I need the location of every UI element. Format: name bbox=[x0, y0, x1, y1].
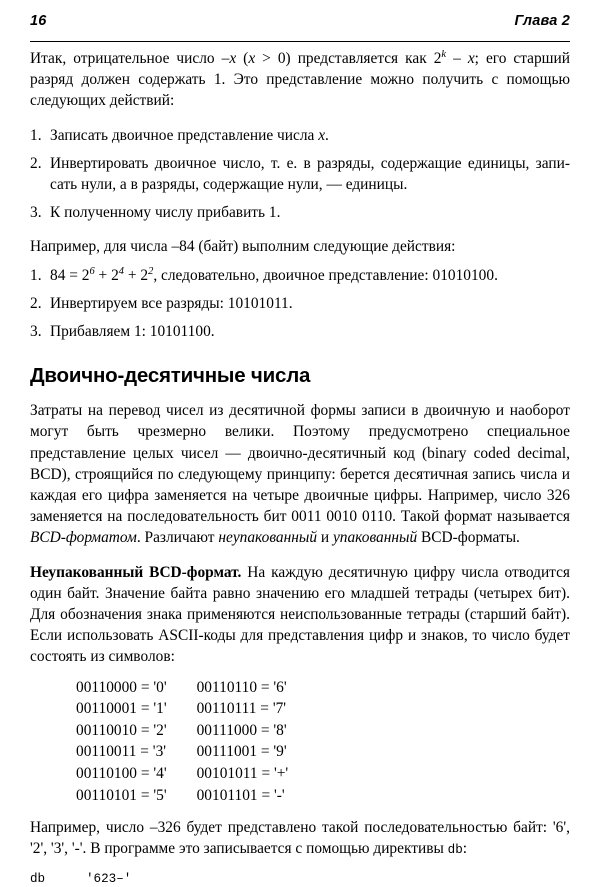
intro-text-e: ; его старший разряд должен содержать 1. Это представление можно получить с помощью следующих действий: bbox=[30, 50, 571, 110]
formula-exp-2: 4 bbox=[118, 265, 125, 277]
table-row bbox=[30, 741, 288, 763]
list-item bbox=[30, 321, 570, 342]
table-row bbox=[30, 763, 288, 785]
page-body bbox=[30, 48, 570, 887]
example-steps-list bbox=[30, 265, 570, 343]
table-row bbox=[30, 720, 288, 742]
code-opcode: db bbox=[30, 871, 46, 886]
ascii-cell-left: 00110100 = '4' bbox=[76, 765, 167, 783]
ascii-cell-left: 00110001 = '1' bbox=[76, 700, 167, 718]
bcd-intro-paragraph bbox=[30, 400, 570, 548]
bcd-italic-unpacked: неупакованный bbox=[218, 529, 318, 547]
table-row bbox=[30, 698, 288, 720]
ascii-cell-left: 00110101 = '5' bbox=[76, 786, 167, 804]
list-text-a: Записать двоичное представление числа bbox=[50, 126, 319, 144]
list-text-a: Инвертировать двоичное число, т. е. в разряды, содержащие единицы, записать нули, а в разряды, содержащие нули, — единицы. bbox=[50, 154, 570, 194]
running-head bbox=[30, 14, 570, 42]
list-marker: 3. bbox=[30, 204, 42, 222]
list-marker: 1. bbox=[30, 266, 42, 284]
formula-pre: 84 = 2 bbox=[50, 266, 90, 284]
ascii-cell-right: 00110111 = '7' bbox=[196, 700, 287, 718]
chapter-label: Глава 2 bbox=[514, 13, 570, 29]
ascii-code-table bbox=[30, 677, 288, 807]
ascii-cell-right: 00101101 = '-' bbox=[196, 786, 285, 804]
intro-var-x: x bbox=[229, 50, 237, 67]
intro-exponent-k: k bbox=[441, 48, 447, 60]
ascii-cell-right: 00111000 = '8' bbox=[196, 721, 287, 739]
list-item bbox=[30, 125, 570, 146]
closing-paragraph bbox=[30, 817, 570, 861]
intro-text-a: Итак, отрицательное число – bbox=[30, 50, 230, 67]
ascii-cell-right: 00101011 = '+' bbox=[196, 765, 289, 783]
example-lead: Например, для числа –84 (байт) выполним следующие действия: bbox=[30, 238, 456, 256]
unpacked-text: На каждую десятичную цифру числа отводится один байт. Значение байта равно значению его младшей тетрады (четырех бит). Для обозначения знака применяются неиспользованные тетрады (старший байт). Если использовать ASCII-коды для представления цифр и знаков, то число будет состоять из символов: bbox=[30, 563, 570, 666]
formula-mid-1: + 2 bbox=[94, 266, 119, 284]
list-item bbox=[30, 153, 570, 195]
closing-text-2: : bbox=[462, 840, 468, 858]
directive-code: db bbox=[447, 843, 463, 858]
list-text-a: К полученному числу прибавить 1. bbox=[50, 204, 281, 222]
ascii-cell-left: 00110011 = '3' bbox=[76, 743, 167, 761]
intro-var-x3: x bbox=[467, 50, 475, 67]
bcd-text-4: BCD-форматы. bbox=[417, 529, 520, 547]
list-text-b: . bbox=[325, 126, 329, 144]
bcd-text-1: Затраты на перевод чисел из десятичной формы записи в двоичную и наоборот могут быть чрезмерно велики. Поэтому предусмотрено специальное представление целых чисел — двоично-десятичный код (binary coded decimal, BCD), строящийся по следующему принципу: берется десятичная запись числа и каждая его цифра заменяется на четыре двоичные цифры. Например, число 326 заменяется на последовательность бит 0011 0010 0110. Такой формат называется bbox=[30, 402, 570, 526]
list-text-a: Прибавляем 1: 10101100. bbox=[50, 323, 215, 341]
list-item bbox=[30, 202, 570, 223]
ascii-cell-right: 00111001 = '9' bbox=[196, 743, 287, 761]
closing-text-1: Например, число –326 будет представлено такой последовательностью байт: '6', '2', '3', '-'. В программе это записывается с помощью директивы bbox=[30, 819, 570, 858]
formula-exp-3: 2 bbox=[148, 265, 154, 277]
intro-text-c: > 0) представляется как 2 bbox=[255, 50, 442, 67]
code-operand: '623–' bbox=[86, 871, 132, 886]
list-item bbox=[30, 265, 570, 286]
ascii-cell-left: 00110000 = '0' bbox=[76, 678, 167, 696]
unpacked-paragraph bbox=[30, 562, 570, 668]
table-row bbox=[30, 677, 288, 699]
ascii-cell-left: 00110010 = '2' bbox=[76, 721, 167, 739]
intro-paragraph bbox=[30, 48, 570, 112]
list-marker: 1. bbox=[30, 126, 42, 144]
table-row bbox=[30, 785, 288, 807]
list-item bbox=[30, 293, 570, 314]
formula-post: , следовательно, двоичное представление: 01010100. bbox=[153, 266, 498, 284]
list-marker: 2. bbox=[30, 294, 42, 312]
bcd-text-2: . Различают bbox=[136, 529, 219, 547]
list-var: x bbox=[318, 126, 326, 144]
section-heading: Двоично-десятичные числа bbox=[30, 364, 311, 388]
intro-var-x2: x bbox=[248, 50, 256, 67]
steps-list bbox=[30, 125, 570, 224]
formula-mid-2: + 2 bbox=[124, 266, 149, 284]
code-listing bbox=[30, 871, 570, 887]
intro-text-b: ( bbox=[236, 50, 249, 67]
list-marker: 3. bbox=[30, 323, 42, 341]
unpacked-lead-in: Неупакованный BCD-формат. bbox=[30, 563, 242, 581]
ascii-cell-right: 00110110 = '6' bbox=[196, 678, 287, 696]
bcd-text-3: и bbox=[317, 529, 333, 547]
bcd-italic-format: BCD-форматом bbox=[30, 529, 137, 547]
formula-exp-1: 6 bbox=[89, 265, 95, 277]
list-text-a: Инвертируем все разряды: 10101011. bbox=[50, 294, 293, 312]
list-marker: 2. bbox=[30, 154, 42, 172]
page-number: 16 bbox=[30, 13, 47, 29]
bcd-italic-packed: упакованный bbox=[332, 529, 418, 547]
intro-text-d: – bbox=[446, 50, 468, 67]
